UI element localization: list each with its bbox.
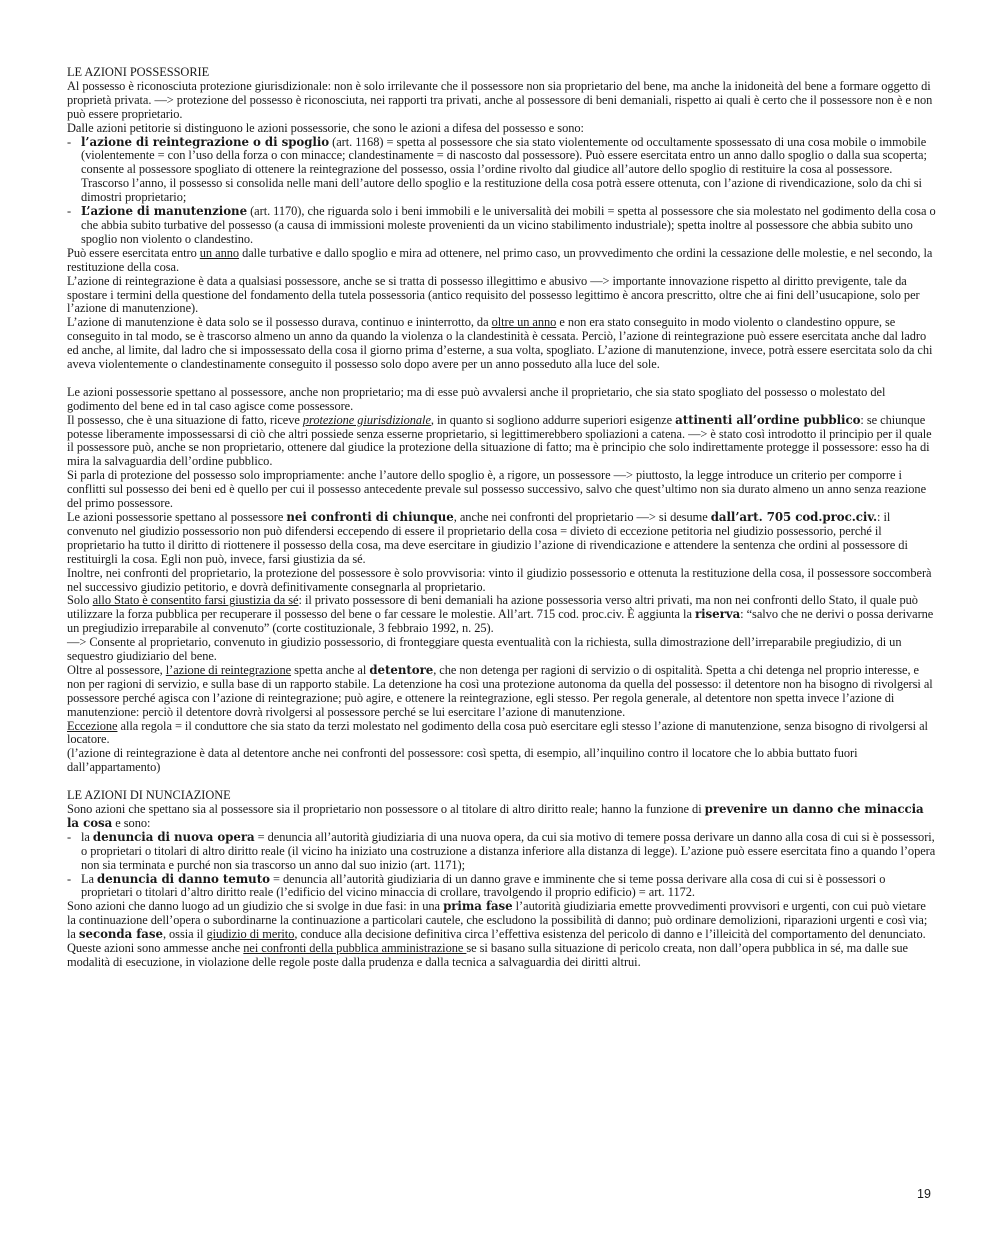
text-run: se si basano sulla situazione di pericolo creata, non dall’opera pubblica in sé, ma dalle sue modalità di esecuzione, in violazione delle regole poste dalla prudenza e dalla tecnica a salvaguardia dei diritti altrui.	[67, 941, 908, 969]
text-run: Sono azioni che spettano sia al possessore sia il proprietario non possessore o al titolare di altro diritto reale; hanno la funzione di	[67, 802, 705, 816]
text-run: (art. 1168) = spetta al possessore che sia stato violentemente od occultamente spossessato di una cosa mobile o immobile (violentemente = con l’uso della forza o con minacce; clandestinamente = di nascosto dal possessore). Può essere esercitata entro un anno dallo spoglio o dalla sua scoperta; consente al possessore spogliato di ottenere la reintegrazione del possesso, ossia l’ordine rivolto dal giudice all’autore dello spoglio di restituire la cosa al possessore. Trascorso l’anno, il possesso si consolida nelle mani dell’autore dello spoglio e la restituzione della cosa potrà essere ottenuta, con l’azione di rivendicazione, solo da chi si dimostri proprietario;	[81, 134, 927, 205]
bold-term: nei confronti di chiunque	[286, 509, 454, 524]
paragraph	[67, 275, 937, 317]
list-item	[67, 205, 937, 247]
text-run: Le azioni possessorie spettano al possessore, anche non proprietario; ma di esse può avvalersi anche il proprietario, che sia stato spogliato del possesso o molestato del godimento del bene ed in tal caso agisce come possessore.	[67, 384, 886, 413]
bold-term: detentore	[369, 662, 434, 677]
underlined-text: oltre un anno	[491, 315, 557, 330]
paragraph	[67, 247, 937, 275]
text-run: , che non detenga per ragioni di servizio o di ospitalità. Spetta a chi detenga nel proprio interesse, e non per ragioni di servizio, e sulla base di un rapporto stabile. La detenzione ha così una protezione autonoma da quella del possesso: il detentore non ha bisogno di rivolgersi al possessore perché agisca con l’azione di reintegrazione; può agire, e ottenere la reintegrazione, egli stesso. Per regola generale, al detentore non spetta invece l’azione di manutenzione: perciò il detentore dovrà rivolgersi al possessore perché se lui esercitare l’azione di manutenzione.	[67, 662, 933, 719]
list-item	[67, 873, 937, 901]
text-run: Può essere esercitata entro	[67, 245, 200, 260]
text-run: (art. 1170), che riguarda solo i beni immobili e le universalità dei mobili = spetta al possessore che sia molestato nel godimento della cosa o che abbia subito turbative del possesso (a causa di immissioni moleste provenienti da un vicino stabilimento industriale); spetta inoltre al possessore che abbia subito uno spoglio non violento o clandestino.	[81, 204, 936, 246]
text-run: L’azione di manutenzione è data solo se il possesso durava, continuo e ininterrotto, da	[67, 315, 492, 330]
bold-term: prevenire un danno che minaccia la cosa	[67, 802, 924, 830]
text-run: Queste azioni sono ammesse anche	[67, 941, 244, 956]
paragraph	[67, 942, 937, 970]
text-run: : “salvo che ne derivi o possa derivarne un pregiudizio irreparabile al convenuto” (corte costituzionale, 3 febbraio 1992, n. 25).	[67, 607, 934, 636]
text-run: La	[81, 871, 98, 886]
text-run: la	[81, 829, 93, 844]
underlined-text: Eccezione	[67, 718, 118, 733]
paragraph	[67, 664, 937, 720]
text-run: : se chiunque potesse liberamente impossessarsi di ciò che altri possiede senza esserne proprietario, si legittimerebbero spoliazioni a catena. —> è stato così introdotto il principio per il quale il possessore può, anche se non proprietario, ottenere dal giudice la protezione della situazione di fatto; ma è principio che solo indirettamente protegge il possessore: esso ha di mira la salvaguardia dell’ordine pubblico.	[67, 412, 932, 469]
paragraph	[67, 747, 937, 775]
blank-line	[67, 372, 937, 386]
paragraph	[67, 900, 937, 942]
text-run: —> Consente al proprietario, convenuto in giudizio possessorio, di fronteggiare questa eventualità con la richiesta, sulla dimostrazione dell’irreparabile pregiudizio, di un sequestro giudiziario del bene.	[67, 635, 902, 664]
underlined-text: l’azione di reintegrazione	[165, 662, 292, 677]
paragraph	[67, 469, 937, 511]
paragraph	[67, 316, 937, 372]
text-run: Inoltre, nei confronti del proprietario, la protezione del possessore è solo provvisoria: vinto il giudizio possessorio e ottenuta la restituzione della cosa, il possessore soccomberà nel successivo giudizio petitorio, e dovrà definitivamente consegnarla al proprietario.	[67, 565, 932, 594]
bold-term: attinenti all’ordine pubblico	[675, 412, 861, 427]
text-run: Solo	[67, 593, 93, 608]
bold-term: prima fase	[443, 899, 513, 914]
text-run: , ossia il	[162, 927, 207, 942]
bold-term: denuncia di nuova opera	[92, 829, 255, 844]
text-run: = denuncia all’autorità giudiziaria di un danno grave e imminente che si teme possa derivare alla cosa di cui si è possessori o proprietari o titolari d’altro diritto reale (l’edificio del vicino minaccia di crollare, travolgendo il proprio edificio) = art. 1172.	[81, 871, 886, 900]
text-run: L’azione di reintegrazione è data a qualsiasi possessore, anche se si tratta di possesso illegittimo e abusivo —> importante innovazione rispetto al diritto previgente, tale da spostare i termini della questione del fondamento della tutela possessoria (antico requisito del possesso legittimo è ancora prescritto, oltre che ai fini dell’usucapione, solo per l’azione di manutenzione).	[67, 273, 920, 316]
paragraph	[67, 720, 937, 748]
underlined-text: giudizio di merito	[206, 927, 295, 942]
section-title: LE AZIONI POSSESSORIE	[67, 65, 210, 79]
paragraph	[67, 122, 937, 136]
text-run: : il convenuto nel giudizio possessorio non può difendersi eccependo di essere il proprietario della cosa = divieto di eccezione petitoria nel giudizio possessorio, perché il proprietario ha tutto il diritto di riottenere il possesso della cosa, ma deve esercitare in giudizio l’azione di rivendicazione e attendere la sentenza che ordini al possessore di restituirgli la cosa. Egli non può, invece, farsi giustizia da sé.	[67, 509, 908, 566]
bold-term: riserva	[694, 607, 741, 622]
blank-line	[67, 775, 937, 789]
paragraph	[67, 386, 937, 414]
text-run: spetta anche al	[291, 662, 370, 677]
text-run: l’autorità giudiziaria emette provvedimenti provvisori e urgenti, con cui può vietare la continuazione dell’opera o subordinarne la continuazione a particolari cautele, che escludono la possibilità di danno; può ordinare demolizioni, riparazioni urgenti e così via; la	[67, 899, 928, 942]
paragraph	[67, 803, 937, 831]
paragraph	[67, 80, 937, 122]
list-item	[67, 136, 937, 206]
bullet-dash: -	[67, 871, 72, 886]
text-run: Il possesso, che è una situazione di fatto, riceve	[67, 412, 303, 427]
text-run: , conduce alla decisione definitiva circa l’effettiva esistenza del pericolo di danno e l’illeicità del comportamento del denunciato.	[294, 927, 926, 942]
text-run: = denuncia all’autorità giudiziaria di una nuova opera, da cui sia motivo di temere possa derivare un danno alla cosa di cui si è possessori, o proprietari o titolari di altro diritto reale (il vicino ha iniziato una costruzione a distanza inferiore alla distanza di legge). L’azione può essere esercitata fino a quando l’opera non sia terminata e purché non sia trascorso un anno dal suo inizio (art. 1171);	[81, 829, 936, 872]
page-content	[67, 66, 937, 970]
bold-term: dall’art. 705 cod.proc.civ.	[710, 509, 878, 524]
text-run: : il privato possessore di beni demaniali ha azione possessoria verso altri privati, ma non nei confronti dello Stato, il quale può utilizzare la forza pubblica per recuperare il possesso del bene o far cessare le molestie. All’art. 715 cod. proc.civ. È aggiunta la	[67, 593, 918, 622]
paragraph	[67, 636, 937, 664]
bullet-dash: -	[67, 134, 72, 149]
bold-term: seconda fase	[78, 927, 163, 942]
text-run: alla regola = il conduttore che sia stato da terzi molestato nel godimento della cosa può esercitare egli stesso l’azione di manutenzione, senza bisogno di rivolgersi al locatore.	[67, 718, 928, 747]
text-run: , in quanto si sogliono addurre superiori esigenze	[430, 412, 676, 427]
bold-term: denuncia di danno temuto	[97, 871, 270, 886]
text-run: (l’azione di reintegrazione è data al detentore anche nei confronti del possessore: così spetta, di esempio, all’inquilino contro il locatore che lo abbia buttato fuori dall’appartamento)	[67, 746, 858, 775]
page-number: 19	[917, 1187, 931, 1201]
paragraph	[67, 594, 937, 636]
text-run: Oltre al possessore,	[67, 662, 166, 677]
bold-term: l’azione di reintegrazione o di spoglio	[81, 134, 330, 149]
text-run: dalle turbative e dallo spoglio e mira ad ottenere, nel primo caso, un provvedimento che ordini la cessazione delle molestie, e nel secondo, la restituzione della cosa.	[67, 245, 933, 274]
bullet-dash: -	[67, 204, 72, 219]
text-run: Le azioni possessorie spettano al possessore	[67, 509, 287, 524]
section-title: LE AZIONI DI NUNCIAZIONE	[67, 788, 231, 803]
text-run: Al possesso è riconosciuta protezione giurisdizionale: non è solo irrilevante che il possessore non sia proprietario del bene, ma anche la inidoneità del bene a formare oggetto di proprietà privata. —> protezione del possesso è riconosciuta, nei rapporti tra privati, anche al possessore di beni demaniali, rispetto ai quali è certo che il possessore non è e non può essere proprietario.	[67, 78, 933, 121]
bullet-dash: -	[67, 829, 72, 844]
text-run: e sono:	[112, 815, 151, 830]
paragraph	[67, 511, 937, 567]
list-item	[67, 831, 937, 873]
text-run: Dalle azioni petitorie si distinguono le azioni possessorie, che sono le azioni a difesa del possesso e sono:	[67, 120, 584, 135]
underlined-text: un anno	[199, 245, 240, 260]
paragraph	[67, 414, 937, 470]
text-run: Si parla di protezione del possesso solo impropriamente: anche l’autore dello spoglio è, a rigore, un possessore —> piuttosto, la legge introduce un criterio per comporre i conflitti sul possesso dei beni ed è quello per cui il possesso antecedente prevale sul possesso successivo, salvo che quest’ultimo non sia durato almeno un anno senza reazione del primo possessore.	[67, 468, 927, 511]
underlined-text: allo Stato è consentito farsi giustizia da sé	[92, 593, 299, 608]
text-run: e non era stato conseguito in modo violento o clandestino oppure, se conseguito in tal modo, se è trascorso almeno un anno da quando la violenza o la clandestinità è cessata. Perciò, l’azione di reintegrazione può essere esercitata anche dal ladro ed anche, al limite, dal ladro che si impossessato della cosa il giorno prima d’esterne, a sua volta, spogliato. L’azione di manutenzione, invece, potrà essere esercitata solo da chi aveva violentemente o clandestinamente conseguito il possesso solo dopo avere per un anno posseduto alla luce del sole.	[67, 315, 933, 372]
paragraph	[67, 567, 937, 595]
text-run: , anche nei confronti del proprietario —> si desume	[453, 509, 711, 524]
text-run: Sono azioni che danno luogo ad un giudizio che si svolge in due fasi: in una	[67, 899, 444, 914]
underlined-text: nei confronti della pubblica amministrazione	[243, 941, 467, 956]
bold-term: L’azione di manutenzione	[81, 204, 248, 219]
underlined-text: protezione giurisdizionale	[302, 412, 431, 427]
